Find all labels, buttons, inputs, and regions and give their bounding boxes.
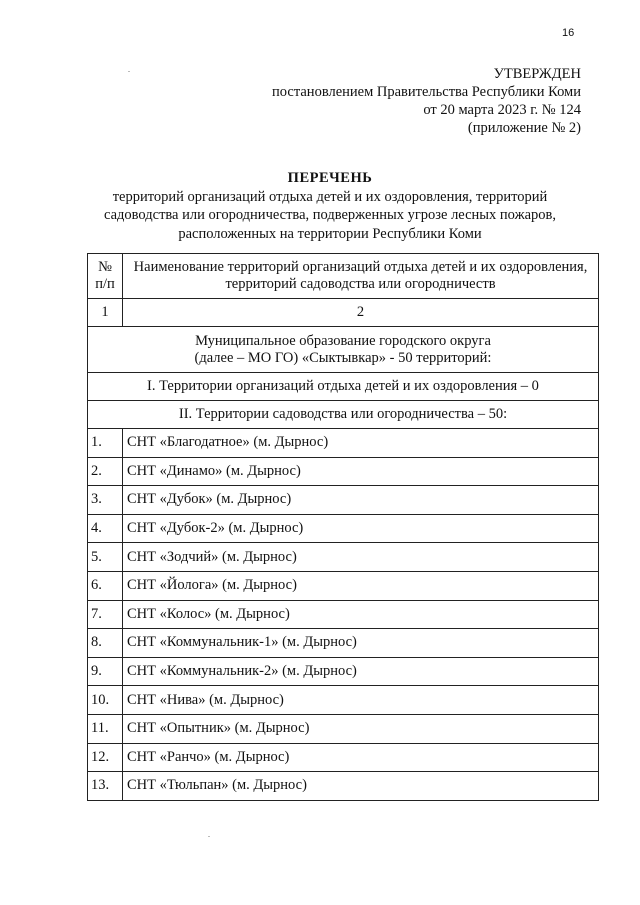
row-territory-name: СНТ «Благодатное» (м. Дырнос) bbox=[123, 429, 599, 458]
municipality-line-1: Муниципальное образование городского округа bbox=[195, 332, 491, 349]
title-line-1: территорий организаций отдыха детей и их оздоровления, территорий bbox=[112, 188, 548, 205]
row-number: 9. bbox=[88, 657, 123, 686]
row-territory-name: СНТ «Тюльпан» (м. Дырнос) bbox=[123, 772, 599, 801]
table-row bbox=[88, 457, 599, 486]
header-name-line-2: территорий садоводства или огородничеств bbox=[225, 276, 496, 292]
table-row bbox=[88, 600, 599, 629]
title-line-2: садоводства или огородничества, подверженных угрозе лесных пожаров, bbox=[104, 207, 556, 223]
page-number: 16 bbox=[562, 27, 575, 39]
row-number: 6. bbox=[88, 571, 123, 600]
row-number: 1. bbox=[88, 429, 123, 458]
row-territory-name: СНТ «Зодчий» (м. Дырнос) bbox=[123, 543, 599, 572]
territories-table bbox=[87, 253, 599, 801]
table-row bbox=[88, 772, 599, 801]
header-name-line-1: Наименование территорий организаций отдыха детей и их оздоровления, bbox=[133, 259, 588, 275]
section-row-camps bbox=[88, 373, 599, 401]
row-territory-name: СНТ «Дубок-2» (м. Дырнос) bbox=[123, 514, 599, 543]
section-row-gardens bbox=[88, 401, 599, 429]
column-number-1: 1 bbox=[88, 299, 123, 327]
approval-appendix: (приложение № 2) bbox=[467, 120, 581, 136]
row-number: 4. bbox=[88, 514, 123, 543]
title-heading: ПЕРЕЧЕНЬ bbox=[287, 170, 373, 186]
row-number: 2. bbox=[88, 457, 123, 486]
row-number: 12. bbox=[88, 743, 123, 772]
row-territory-name: СНТ «Дубок» (м. Дырнос) bbox=[123, 486, 599, 515]
approval-stamp bbox=[272, 65, 581, 137]
table-row bbox=[88, 514, 599, 543]
header-number-sign: № bbox=[98, 259, 112, 275]
section-gardens-cell: II. Территории садоводства или огородничества – 50: bbox=[88, 401, 599, 429]
row-territory-name: СНТ «Опытник» (м. Дырнос) bbox=[123, 714, 599, 743]
scan-speck bbox=[128, 71, 130, 72]
row-territory-name: СНТ «Нива» (м. Дырнос) bbox=[123, 686, 599, 715]
municipality-line-2: (далее – МО ГО) «Сыктывкар» - 50 территорий: bbox=[194, 349, 492, 366]
header-name-cell bbox=[123, 254, 599, 299]
row-number: 5. bbox=[88, 543, 123, 572]
header-number-cell bbox=[88, 254, 123, 299]
table-row bbox=[88, 571, 599, 600]
table-row bbox=[88, 714, 599, 743]
row-number: 7. bbox=[88, 600, 123, 629]
row-number: 10. bbox=[88, 686, 123, 715]
scan-speck bbox=[208, 836, 210, 837]
table-row bbox=[88, 657, 599, 686]
table-row bbox=[88, 743, 599, 772]
municipality-row bbox=[88, 327, 599, 373]
section-camps-cell: I. Территории организаций отдыха детей и их оздоровления – 0 bbox=[88, 373, 599, 401]
row-territory-name: СНТ «Колос» (м. Дырнос) bbox=[123, 600, 599, 629]
table-row bbox=[88, 629, 599, 658]
municipality-cell bbox=[88, 327, 599, 373]
header-number-abbr: п/п bbox=[95, 276, 115, 292]
column-number-2: 2 bbox=[123, 299, 599, 327]
table-header-row bbox=[88, 254, 599, 299]
row-territory-name: СНТ «Йолога» (м. Дырнос) bbox=[123, 571, 599, 600]
table-row bbox=[88, 429, 599, 458]
row-number: 13. bbox=[88, 772, 123, 801]
row-territory-name: СНТ «Ранчо» (м. Дырнос) bbox=[123, 743, 599, 772]
title-line-3: расположенных на территории Республики Коми bbox=[178, 225, 482, 242]
row-territory-name: СНТ «Динамо» (м. Дырнос) bbox=[123, 457, 599, 486]
row-territory-name: СНТ «Коммунальник-1» (м. Дырнос) bbox=[123, 629, 599, 658]
table-row bbox=[88, 543, 599, 572]
row-number: 3. bbox=[88, 486, 123, 515]
row-territory-name: СНТ «Коммунальник-2» (м. Дырнос) bbox=[123, 657, 599, 686]
approval-date: от 20 марта 2023 г. № 124 bbox=[423, 102, 581, 118]
column-number-row bbox=[88, 299, 599, 327]
document-title bbox=[60, 169, 600, 243]
approval-approved: УТВЕРЖДЕН bbox=[493, 66, 581, 82]
table-row bbox=[88, 486, 599, 515]
table-row bbox=[88, 686, 599, 715]
row-number: 11. bbox=[88, 714, 123, 743]
row-number: 8. bbox=[88, 629, 123, 658]
approval-decree: постановлением Правительства Республики Коми bbox=[272, 84, 581, 100]
